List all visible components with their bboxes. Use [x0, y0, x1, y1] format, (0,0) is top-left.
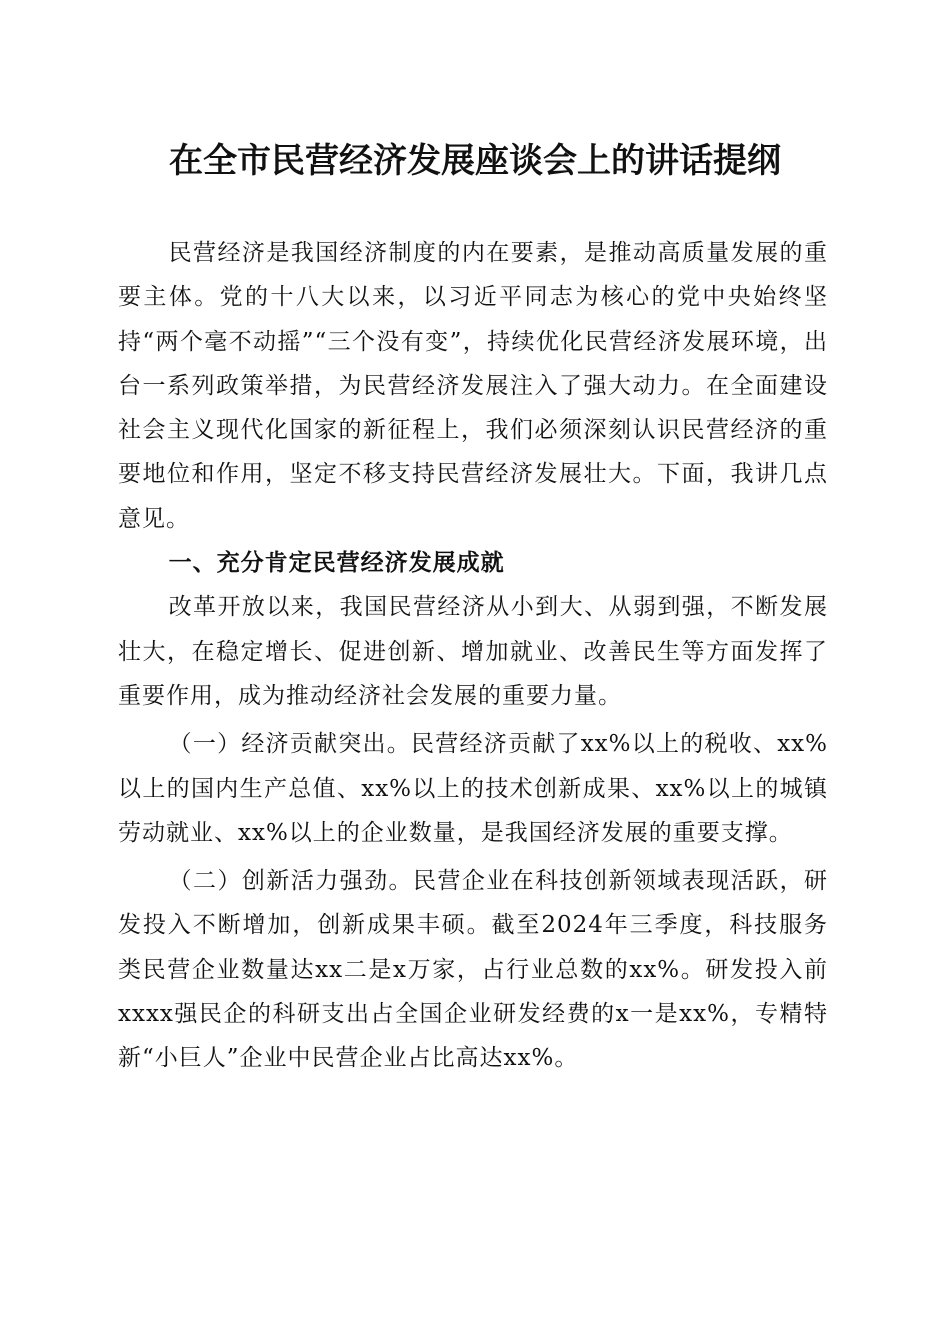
subsection-paragraph-2 — [118, 859, 828, 1080]
section-intro-paragraph: 改革开放以来，我国民营经济从小到大、从弱到强，不断发展壮大，在稳定增长、促进创新、增加就业、改善民生等方面发挥了重要作用，成为推动经济社会发展的重要力量。 — [118, 594, 828, 709]
document-body — [118, 231, 828, 1081]
section-heading: 一、充分肯定民营经济发展成就 — [168, 550, 505, 577]
subsection-paragraph-1 — [118, 722, 828, 855]
subsection-text-1: 民营经济贡献了xx%以上的税收、xx%以上的国内生产总值、xx%以上的技术创新成果、xx%以上的城镇劳动就业、xx%以上的企业数量，是我国经济发展的重要支撑。 — [118, 731, 828, 846]
document-title: 在全市民营经济发展座谈会上的讲话提纲 — [169, 141, 781, 181]
subsection-lead-1: （一）经济贡献突出。 — [168, 731, 412, 758]
intro-paragraph: 民营经济是我国经济制度的内在要素，是推动高质量发展的重要主体。党的十八大以来，以习近平同志为核心的党中央始终坚持“两个毫不动摇”“三个没有变”，持续优化民营经济发展环境，出台一系列政策举措，为民营经济发展注入了强大动力。在全面建设社会主义现代化国家的新征程上，我们必须深刻认识民营经济的重要地位和作用，坚定不移支持民营经济发展壮大。下面，我讲几点意见。 — [118, 240, 828, 532]
subsection-text-2: 民营企业在科技创新领域表现活跃，研发投入不断增加，创新成果丰硕。截至2024年三季度，科技服务类民营企业数量达xx二是x万家，占行业总数的xx%。研发投入前xxxx强民企的科研支出占全国企业研发经费的x一是xx%，专精特新“小巨人”企业中民营企业占比高达xx%。 — [118, 868, 829, 1072]
subsection-lead-2: （二）创新活力强劲。 — [168, 868, 413, 895]
